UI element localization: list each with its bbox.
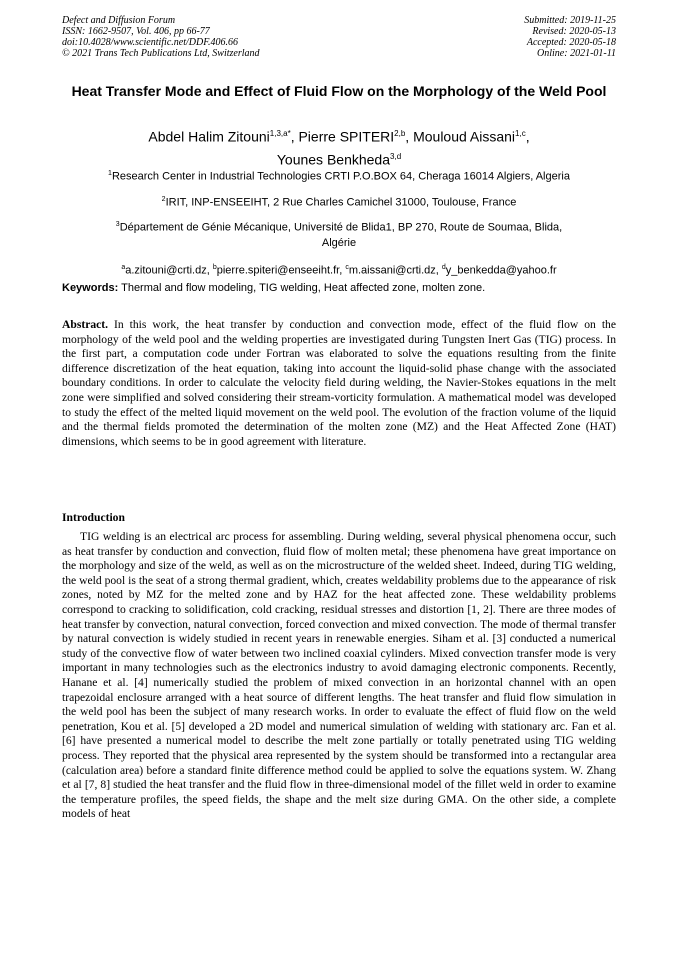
author-emails [62,260,616,279]
abstract-label: Abstract. [62,318,109,331]
affiliation-text: Département de Génie Mécanique, Université de Blida1, BP 270, Route de Soumaa, Blida, Algérie [119,221,563,249]
issn-line: ISSN: 1662-9507, Vol. 406, pp 66-77 [62,26,210,37]
abstract-text: In this work, the heat transfer by conduction and convection mode, effect of the fluid flow on the morphology of the weld pool and the welding properties are investigated during Tungsten Inert Gas (TIG) process. In the first part, a computation code under Fortran was elaborated to solve the equations resulting from the finite difference discretization of the heat equation, taking into account the liquid-solid phase change with the associated boundary conditions. In order to calculate the velocity field during welding, the Navier-Stokes equations in the melt zone were simplified and solved considering their stream-vorticity formulation. A mathematical model was developed to study the effect of the melted liquid movement on the weld pool. The evolution of the fraction volume of the liquid and the thermal fields promoted the determination of the molten zone (MZ) and the Heat Affected Zone (HAT) dimensions, which seems to be in good agreement with literature. [62,318,616,448]
keywords-label: Keywords: [62,282,119,294]
email-link[interactable]: m.aissani@crti.dz, [348,264,442,277]
abstract-section [62,318,616,449]
copyright-line: © 2021 Trans Tech Publications Ltd, Switzerland [62,48,260,59]
author-separator: , [290,128,299,145]
affiliation [62,217,616,251]
submission-dates [524,15,616,59]
affiliation-text: IRIT, INP-ENSEEIHT, 2 Rue Charles Camichel 31000, Toulouse, France [165,196,517,209]
author-list [62,124,616,169]
online-date: Online: 2021-01-11 [537,48,616,59]
email-link[interactable]: a.zitouni@crti.dz, [125,264,213,277]
email-link[interactable]: pierre.spiteri@enseeiht.fr, [216,264,346,277]
section-heading-introduction: Introduction [62,511,125,524]
author-name: Mouloud Aissani [413,128,516,145]
keywords-section [62,281,616,296]
doi-line: doi:10.4028/www.scientific.net/DDF.406.66 [62,37,239,48]
author-affiliation-marker: 3,d [390,151,402,161]
keywords-text: Thermal and flow modeling, TIG welding, Heat affected zone, molten zone. [118,282,486,294]
accepted-date: Accepted: 2020-05-18 [526,37,616,48]
email-marker: d [441,263,446,271]
affiliation-text: Research Center in Industrial Technologies CRTI P.O.BOX 64, Cheraga 16014 Algiers, Algeria [111,170,570,183]
author-separator: , [525,128,530,145]
author-name: Pierre SPITERI [298,128,395,145]
email-marker: a [121,263,126,271]
journal-info [62,15,260,59]
affiliation [62,166,616,185]
author-name: Younes Benkheda [276,151,391,168]
author-separator: , [405,128,414,145]
revised-date: Revised: 2020-05-13 [532,26,616,37]
email-link[interactable]: y_benkedda@yahoo.fr [445,264,557,277]
email-marker: b [212,263,217,271]
affiliations [62,166,616,286]
introduction-body: TIG welding is an electrical arc process for assembling. During welding, several physical phenomena occur, such as heat transfer by conduction and convection, fluid flow of molten metal; these phenomena have great importance on the morphology and size of the weld, as well as on the microstructure of the welded sheet. Indeed, during TIG welding, the weld pool is the seat of a strong thermal gradient, which, creates weldability problems due to the appearance of risk zones, noted by MZ for the melted zone and by HAZ for the heat affected zone. These weldability problems correspond to cracking to solidification, cold cracking, residual stresses and distortion [1, 2]. There are three modes of heat transfer by convection, natural convection, forced convection and mixed convection. The mode of thermal transfer by natural convection is widely studied in recent years in renewable energies. Siham et al. [3] conducted a numerical study of the convective flow of water between two inclined coaxial cylinders. Mixed convection transfer mode is very important in many technologies such as the electronics industry to avoid damaging electronic components. Recently, Hanane et al. [4] numerically studied the problem of mixed convection in an horizontal channel with an open trapezoidal enclosure arranged with a heat source of different lengths. The heat transfer and fluid flow simulation in the weld pool has been the subject of many research works. In order to evaluate the effect of fluid flow on the weld penetration, Kou et al. [5] developed a 2D model and numerical simulation of welding with stationary arc. Fan et al. [6] have presented a numerical model to describe the melt zone partially or totally penetrated using TIG welding process. They reported that the physical area represented by the system should be transformed into a rectangular area (calculation area) before a standard finite difference method could be applied to solve the equations system. W. Zhang et al [7, 8] studied the heat transfer and the fluid flow in three-dimensional model of the fillet weld in order to examine the temperature profiles, the speed fields, the shape and the melt size during GMA. On the other side, a complete models of heat [62,530,616,821]
affiliation-marker: 1 [108,170,112,177]
author-name: Abdel Halim Zitouni [148,128,270,145]
author-affiliation-marker: 1,c [515,129,526,138]
affiliation-marker: 3 [115,221,120,229]
author-affiliation-marker: 1,3,a* [269,129,291,138]
affiliation [62,192,616,211]
submitted-date: Submitted: 2019-11-25 [524,15,616,26]
paper-title: Heat Transfer Mode and Effect of Fluid Flow on the Morphology of the Weld Pool [71,83,607,99]
author-affiliation-marker: 2,b [394,129,406,138]
journal-name: Defect and Diffusion Forum [62,15,176,26]
email-marker: c [345,263,349,271]
affiliation-marker: 2 [161,195,166,203]
